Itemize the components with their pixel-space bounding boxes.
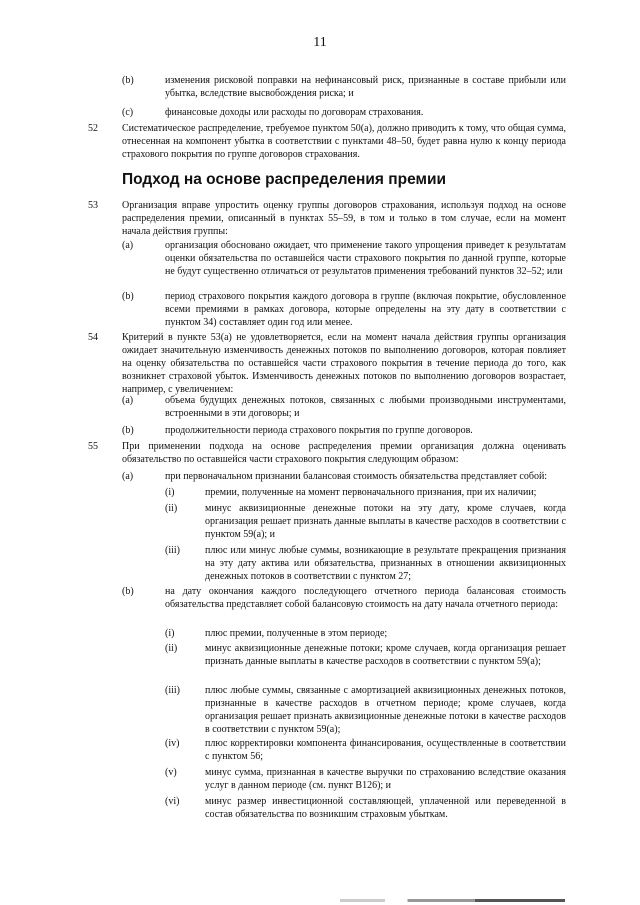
item-text: организация обосновано ожидает, что применение такого упрощения приведет к результатам оценки обязательства по оставшейся части страхового покрытия по данной группе, которые не будут существенно отличаться от результатов применения требований пунктов 32–52; или [165,240,566,277]
sub-list-item [88,766,566,792]
item-label: (i) [165,628,175,639]
sub-list-item [88,544,566,583]
paragraph-52 [88,122,566,161]
item-text: продолжительности периода страхового покрытия по группе договоров. [165,425,473,436]
item-label: (ii) [165,503,178,514]
item-label: (a) [122,395,134,406]
item-label: (b) [122,75,134,86]
item-text: плюс премии, полученные в этом периоде; [205,628,388,639]
item-label: (vi) [165,796,180,807]
list-item [88,585,566,611]
item-text: при первоначальном признании балансовая стоимость обязательства представляет собой: [165,471,548,482]
paragraph-54 [88,331,566,396]
section-heading: Подход на основе распределения премии [122,171,447,188]
list-item [88,424,566,437]
item-text: премии, полученные на момент первоначального признания, при их наличии; [205,487,537,498]
item-text: минус размер инвестиционной составляющей, уплаченной или переведенной в состав обязательства по возникшим страховым убыткам. [205,796,566,820]
paragraph-number: 53 [88,200,98,211]
item-label: (b) [122,425,134,436]
paragraph-55 [88,440,566,466]
item-text: период страхового покрытия каждого договора в группе (включая покрытие, обусловленное всеми премиями в рамках договора, которые определены на эту дату в соответствии с пунктом 34) составляет один год или менее. [165,291,566,328]
item-text: плюс любые суммы, связанные с амортизацией аквизиционных денежных потоков, признанные в качестве расходов в отчетном периоде; кроме случаев, когда организация решает признать аквизиционные денежные потоки в качестве расходов в соответствии с пунктом 59(а); [205,685,566,735]
item-text: финансовые доходы или расходы по договорам страхования. [165,107,424,118]
item-text: минус аквизиционные денежные потоки; кроме случаев, когда организация решает признать данные выплаты в качестве расходов в соответствии с пунктом 59(а); [205,643,566,667]
item-text: на дату окончания каждого последующего отчетного периода балансовая стоимость обязательства представляет собой балансовую стоимость на дату начала отчетного периода: [165,586,566,610]
list-item [88,239,566,278]
sub-list-item [88,642,566,668]
sub-list-item [88,684,566,736]
paragraph-number: 55 [88,441,98,452]
sub-list-item [88,627,566,640]
item-text: минус сумма, признанная в качестве выручки по страхованию вследствие оказания услуг в данном периоде (см. пункт B126); и [205,767,566,791]
paragraph-53 [88,199,566,238]
item-label: (iii) [165,685,180,696]
item-label: (iv) [165,738,180,749]
item-label: (a) [122,471,134,482]
sub-list-item [88,737,566,763]
sub-list-item [88,486,566,499]
list-item [88,106,566,119]
paragraph-number: 54 [88,332,98,343]
list-item [88,74,566,100]
item-label: (v) [165,767,177,778]
item-label: (ii) [165,643,178,654]
sub-list-item [88,795,566,821]
paragraph-text: Критерий в пункте 53(а) не удовлетворяется, если на момент начала действия группы организация ожидает значительную изменчивость денежных потоков по выполнению договоров, которая повлияет на оценку обязательства по оставшейся части страхового покрытия в течение периода до того, как возникнет страховой убыток. Изменчивость денежных потоков по выполнению договоров возрастает, например, с увеличением: [122,332,566,395]
item-label: (b) [122,586,134,597]
item-label: (b) [122,291,134,302]
item-text: минус аквизиционные денежные потоки на эту дату, кроме случаев, когда организация решает признать данные выплаты в качестве расходов в соответствии с пунктом 59(а); и [205,503,566,540]
item-text: плюс корректировки компонента финансирования, осуществленные в соответствии с пунктом 56; [205,738,566,762]
scan-artifact-footer [340,899,565,902]
list-item [88,290,566,329]
paragraph-text: Организация вправе упростить оценку группы договоров страхования, используя подход на основе распределения премии, описанный в пунктах 55–59, в том и только в том случае, если на момент начала действия группы: [122,200,566,237]
item-label: (a) [122,240,134,251]
item-label: (iii) [165,545,180,556]
item-label: (c) [122,107,134,118]
item-text: изменения рисковой поправки на нефинансовый риск, признанные в составе прибыли или убытка, вследствие высвобождения риска; и [165,75,566,99]
item-text: объема будущих денежных потоков, связанных с любыми производными инструментами, встроенными в эти договоры; и [165,395,566,419]
item-label: (i) [165,487,175,498]
item-text: плюс или минус любые суммы, возникающие в результате прекращения признания на эту дату актива или обязательства, признанных в отношении аквизиционных денежных потоков в соответствии с пунктом 27; [205,545,566,582]
list-item [88,394,566,420]
sub-list-item [88,502,566,541]
page-number: 11 [313,35,327,50]
paragraph-number: 52 [88,123,98,134]
list-item [88,470,566,483]
paragraph-text: При применении подхода на основе распределения премии организация должна оценивать обязательство по оставшейся части страхового покрытия следующим образом: [122,441,566,465]
paragraph-text: Систематическое распределение, требуемое пунктом 50(а), должно приводить к тому, что общая сумма, отнесенная на компонент убытка в соответствии с пунктами 48–50, будет равна нулю к концу периода страхового покрытия по группе договоров страхования. [122,123,566,160]
